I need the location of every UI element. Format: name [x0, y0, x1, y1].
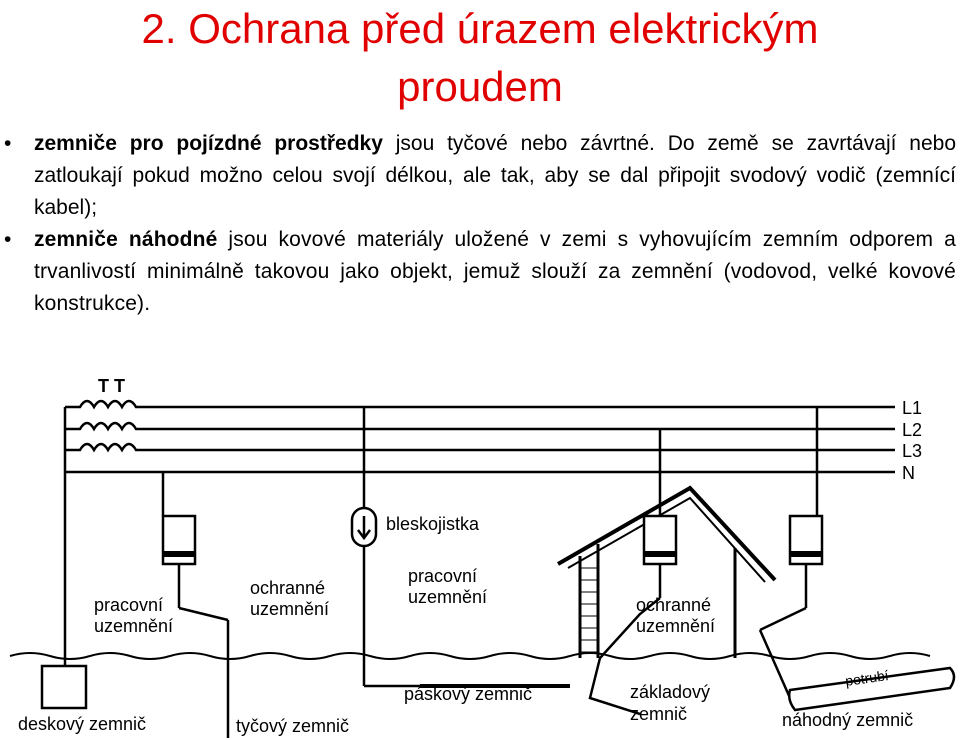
line-label-n: N	[902, 463, 915, 483]
plate-electrode	[42, 666, 86, 708]
line-label-l3: L3	[902, 441, 923, 461]
label-pipe: potrubí	[844, 667, 890, 689]
transformer-label: T T	[98, 376, 125, 396]
label-rod-electrode: tyčový zemnič	[236, 716, 350, 736]
label-foundation-1: základový	[630, 682, 711, 702]
label-work-earth-left-2: uzemnění	[94, 616, 174, 636]
label-plate-electrode: deskový zemnič	[18, 714, 147, 734]
label-protective-earth-right-1: ochranné	[636, 595, 712, 615]
bullet-text: jsou tyčové nebo závrtné. Do země se zavrtávají nebo zatloukají pokud možno celou svojí délkou, ale tak, aby se dal připojit svodový vodič (zemnící kabel);	[34, 132, 956, 219]
label-work-earth-left-1: pracovní	[94, 595, 164, 615]
label-protective-earth-right-2: uzemnění	[636, 616, 716, 636]
title-line-2: proudem	[397, 63, 563, 110]
line-label-l1: L1	[902, 398, 923, 418]
bullet-icon: •	[4, 132, 12, 155]
title-line-1: 2. Ochrana před úrazem elektrickým	[141, 5, 819, 52]
label-surge-arrester: bleskojistka	[386, 514, 480, 534]
earthing-diagram	[0, 368, 960, 740]
bullet-bold: zemniče pro pojízdné prostředky	[34, 132, 383, 155]
label-protective-earth-left-2: uzemnění	[250, 599, 330, 619]
ground-surface	[10, 653, 930, 659]
transformer-coil-3	[65, 444, 142, 450]
bullet-item-accidental-electrodes	[0, 224, 960, 320]
label-accidental-electrode: náhodný zemnič	[782, 710, 914, 730]
bullet-bold: zemniče náhodné	[34, 228, 218, 251]
label-work-earth-mid-1: pracovní	[408, 566, 478, 586]
transformer-coil-1	[65, 401, 142, 407]
page-title	[0, 0, 960, 116]
bullet-item-mobile-electrodes	[0, 128, 960, 224]
label-foundation-2: zemnič	[630, 704, 688, 724]
label-strip-electrode: páskový zemnič	[404, 684, 533, 704]
bullet-list	[0, 128, 960, 320]
bullet-text: jsou kovové materiály uložené v zemi s vyhovujícím zemním odporem a trvanlivostí minimálně takovou jako objekt, jemuž slouží za zemnění (vodovod, velké kovové konstrukce).	[34, 228, 957, 315]
line-label-l2: L2	[902, 420, 923, 440]
transformer-coil-2	[65, 423, 142, 429]
label-protective-earth-left-1: ochranné	[250, 578, 326, 598]
label-work-earth-mid-2: uzemnění	[408, 587, 488, 607]
bullet-icon: •	[4, 228, 12, 251]
